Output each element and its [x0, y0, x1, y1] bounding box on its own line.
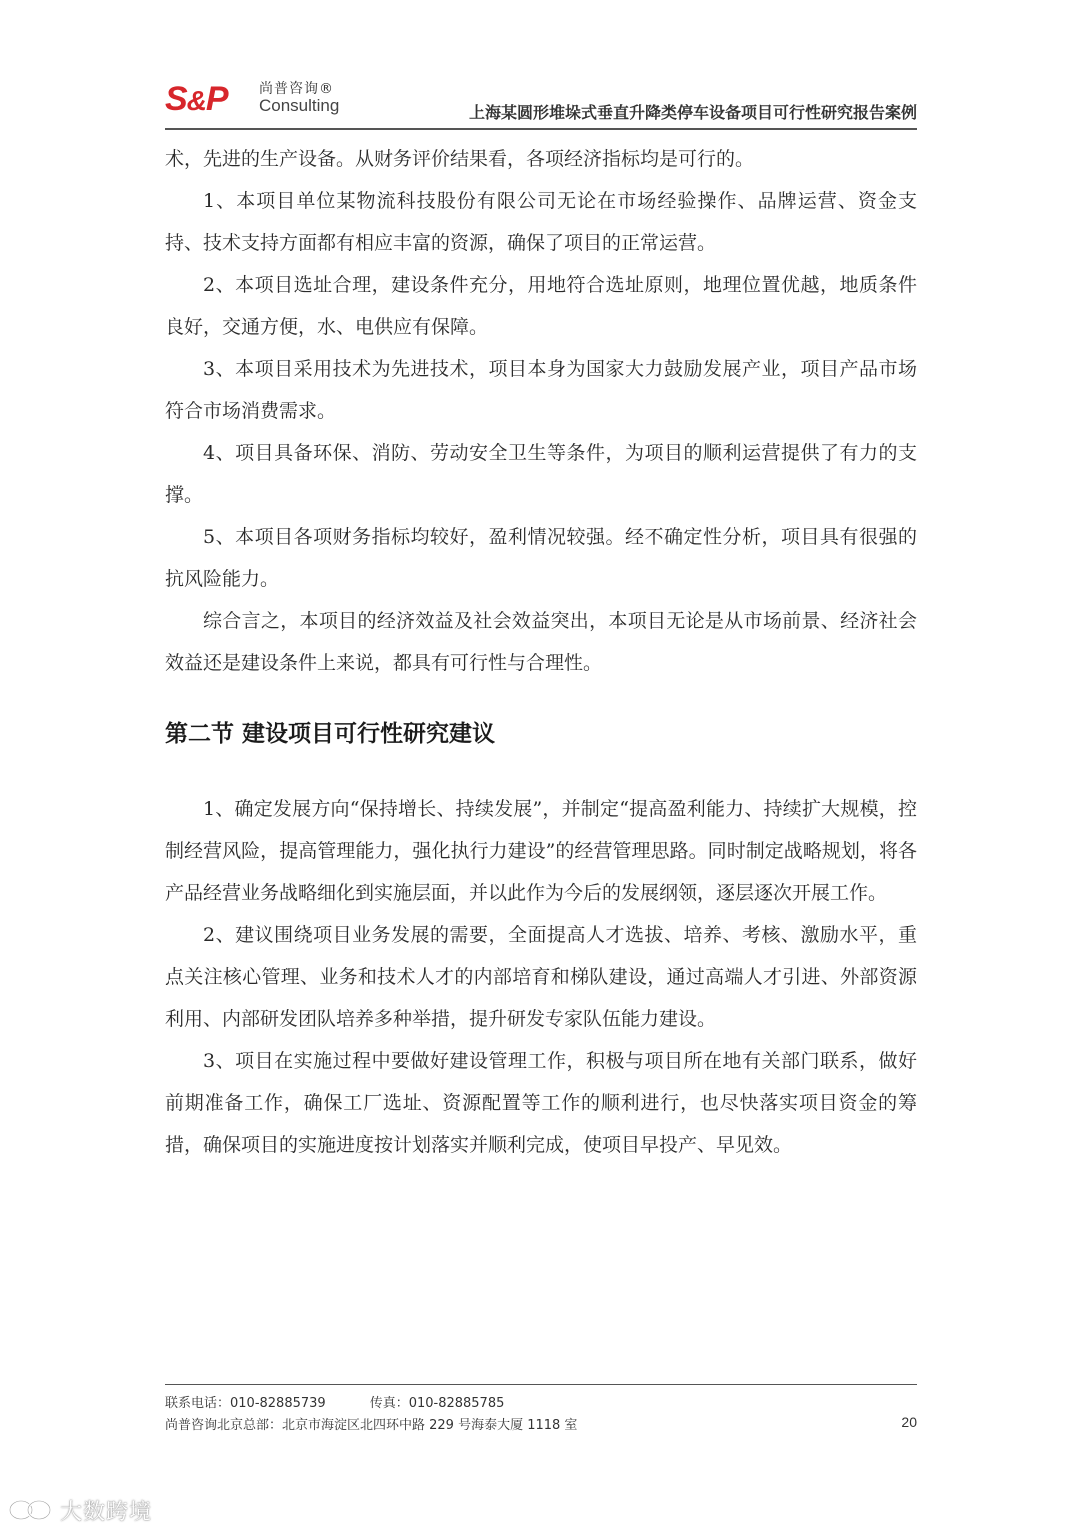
logo-mark-s: S — [165, 80, 187, 118]
logo-mark — [165, 82, 228, 118]
paragraph-conclusion-4: 4、项目具备环保、消防、劳动安全卫生等条件，为项目的顺利运营提供了有力的支撑。 — [165, 442, 917, 506]
footer-fax: 传真：010-82885785 — [369, 1396, 505, 1411]
paragraph-suggestion-3: 3、项目在实施过程中要做好建设管理工作，积极与项目所在地有关部门联系，做好前期准备工作，确保工厂选址、资源配置等工作的顺利进行，也尽快落实项目资金的筹措，确保项目的实施进度按计划落实并顺利完成，使项目早投产、早见效。 — [165, 1050, 917, 1156]
logo-mark-amp: & — [186, 85, 206, 116]
logo-english-name: Consulting — [259, 96, 340, 115]
sp-consulting-logo — [165, 76, 340, 120]
paragraph-conclusion-1: 1、本项目单位某物流科技股份有限公司无论在市场经验操作、品牌运营、资金支持、技术支持方面都有相应丰富的资源，确保了项目的正常运营。 — [165, 190, 917, 254]
watermark-text: 大数跨境 — [60, 1499, 153, 1525]
watermark-logo-icon — [8, 1497, 54, 1523]
footer-contact — [165, 1392, 504, 1411]
report-title: 上海某圆形堆垛式垂直升降类停车设备项目可行性研究报告案例 — [468, 103, 917, 122]
footer-phone: 联系电话：010-82885739 — [165, 1396, 326, 1411]
footer-divider — [165, 1384, 917, 1385]
paragraph-conclusion-2: 2、本项目选址合理，建设条件充分，用地符合选址原则，地理位置优越，地质条件良好，交通方便，水、电供应有保障。 — [165, 274, 917, 338]
watermark — [8, 1495, 152, 1525]
header-divider — [165, 128, 917, 130]
page-footer — [165, 1384, 917, 1444]
logo-chinese-name: 尚普咨询® — [259, 81, 334, 97]
footer-address: 尚普咨询北京总部：北京市海淀区北四环中路 229 号海泰大厦 1118 室 — [165, 1418, 578, 1433]
paragraph-summary: 综合言之，本项目的经济效益及社会效益突出，本项目无论是从市场前景、经济社会效益还是建设条件上来说，都具有可行性与合理性。 — [165, 610, 917, 674]
continuation-paragraph: 术，先进的生产设备。从财务评价结果看，各项经济指标均是可行的。 — [165, 148, 755, 170]
logo-mark-p: P — [205, 80, 228, 118]
page-body — [165, 138, 917, 1166]
paragraph-suggestion-2: 2、建议围绕项目业务发展的需要，全面提高人才选拔、培养、考核、激励水平，重点关注核心管理、业务和技术人才的内部培育和梯队建设，通过高端人才引进、外部资源利用、内部研发团队培养多种举措，提升研发专家队伍能力建设。 — [165, 924, 917, 1030]
paragraph-conclusion-3: 3、本项目采用技术为先进技术，项目本身为国家大力鼓励发展产业，项目产品市场符合市场消费需求。 — [165, 358, 917, 422]
paragraph-conclusion-5: 5、本项目各项财务指标均较好，盈利情况较强。经不确定性分析，项目具有很强的抗风险能力。 — [165, 526, 917, 590]
page-number: 20 — [901, 1414, 917, 1430]
page-header — [165, 70, 917, 130]
paragraph-suggestion-1: 1、确定发展方向“保持增长、持续发展”，并制定“提高盈利能力、持续扩大规模，控制经营风险，提高管理能力，强化执行力建设”的经营管理思路。同时制定战略规划，将各产品经营业务战略细化到实施层面，并以此作为今后的发展纲领，逐层逐次开展工作。 — [165, 798, 917, 904]
section-heading: 第二节 建设项目可行性研究建议 — [165, 721, 496, 747]
